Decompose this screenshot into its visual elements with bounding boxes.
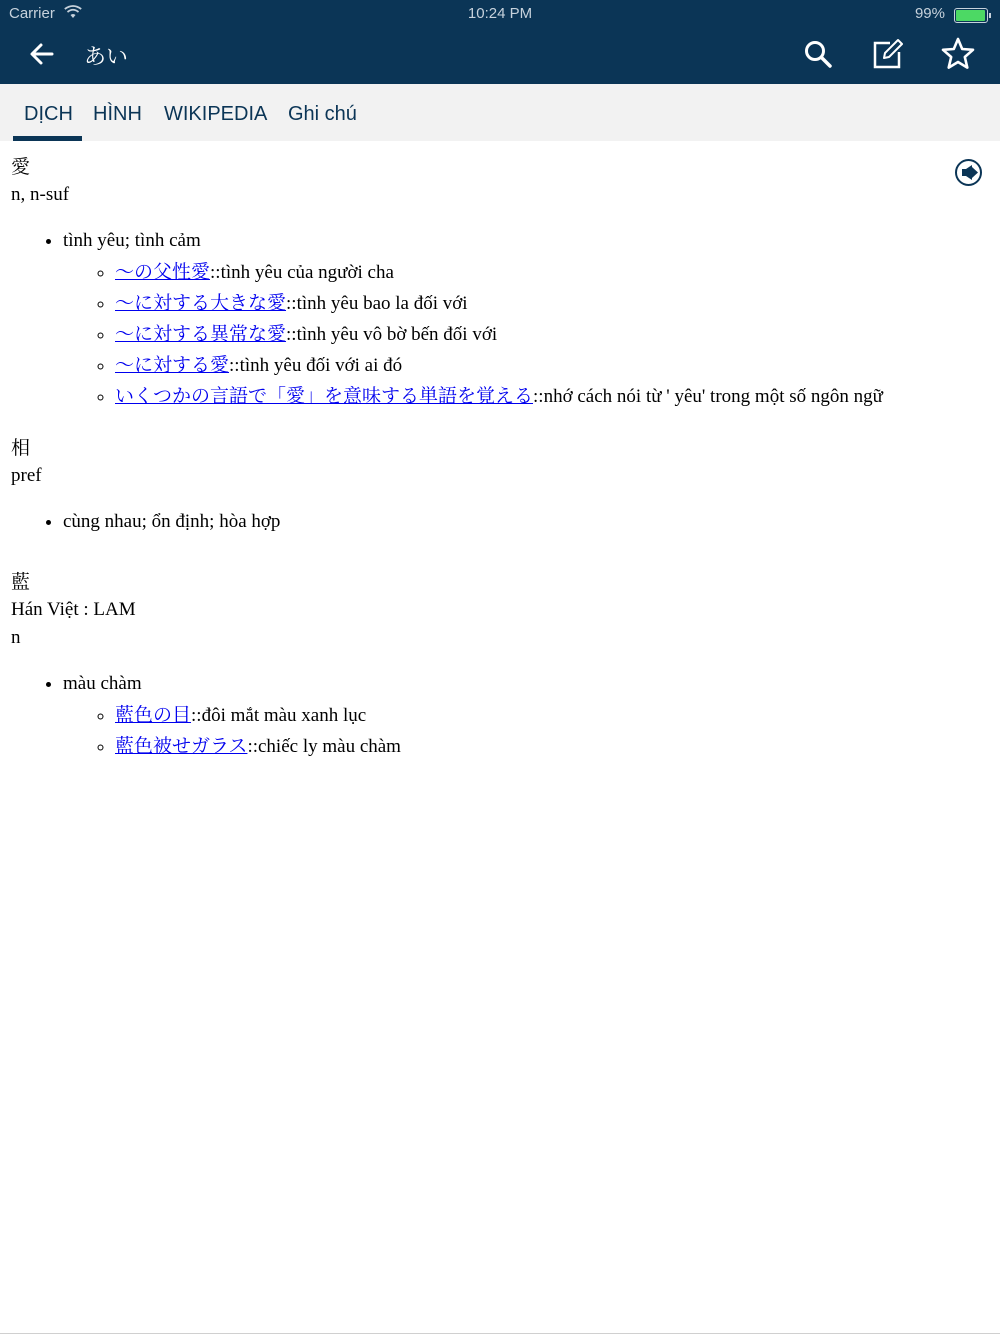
page-title: あい: [84, 45, 129, 70]
meaning-item: [63, 670, 991, 762]
back-arrow-icon[interactable]: [26, 38, 58, 70]
entry: [11, 548, 991, 762]
example-list: [63, 257, 991, 412]
meaning-list: [11, 508, 991, 536]
meaning-list: [11, 670, 991, 762]
part-of-speech: n: [11, 627, 21, 648]
meaning-item: [63, 508, 991, 536]
tab-wikipedia[interactable]: WIKIPEDIA: [164, 103, 268, 125]
dictionary-content: [11, 141, 991, 774]
example-meaning: ::tình yêu vô bờ bến đối với: [286, 324, 498, 345]
example-link[interactable]: 藍色の目: [115, 704, 192, 726]
tab-dich[interactable]: DỊCH: [24, 103, 73, 125]
carrier-label: Carrier: [9, 5, 55, 22]
example-item: [115, 319, 991, 350]
example-link[interactable]: いくつかの言語で「愛」を意味する単語を覚える: [115, 385, 534, 407]
tab-ghi-chu[interactable]: Ghi chú: [288, 103, 357, 125]
example-meaning: ::tình yêu của người cha: [210, 262, 394, 283]
entry-kanji: 相: [11, 437, 31, 459]
meaning-item: [63, 227, 991, 412]
example-meaning: ::nhớ cách nói từ ' yêu' trong một số ngôn ngữ: [533, 386, 883, 407]
example-link[interactable]: ～に対する大きな愛: [115, 292, 287, 314]
example-link[interactable]: ～に対する愛: [115, 354, 230, 376]
top-bar: [0, 0, 1000, 84]
example-list: [63, 700, 991, 762]
battery-percent: 99%: [914, 5, 945, 22]
search-icon[interactable]: [800, 36, 836, 72]
han-viet-reading: Hán Việt : LAM: [11, 599, 136, 620]
part-of-speech: n, n-suf: [11, 184, 70, 205]
example-link[interactable]: ～の父性愛: [115, 261, 211, 283]
app-bar: [0, 28, 1000, 84]
part-of-speech: pref: [11, 465, 42, 486]
example-meaning: ::chiếc ly màu chàm: [247, 736, 401, 757]
entry-kanji: 愛: [11, 156, 31, 178]
example-item: [115, 257, 991, 288]
meaning-text: tình yêu; tình cảm: [63, 230, 201, 251]
example-link[interactable]: ～に対する異常な愛: [115, 323, 287, 345]
example-item: [115, 700, 991, 731]
meaning-text: cùng nhau; ổn định; hòa hợp: [63, 511, 281, 532]
meaning-text: màu chàm: [63, 673, 142, 694]
edit-icon[interactable]: [870, 36, 906, 72]
example-meaning: ::tình yêu đối với ai đó: [229, 355, 403, 376]
meaning-list: [11, 227, 991, 412]
example-item: [115, 288, 991, 319]
clock: 10:24 PM: [467, 5, 533, 22]
entry: [11, 141, 991, 412]
star-icon[interactable]: [940, 36, 976, 72]
tab-bar: [0, 84, 1000, 141]
example-item: [115, 350, 991, 381]
tab-hinh[interactable]: HÌNH: [93, 103, 142, 125]
example-meaning: ::đôi mắt màu xanh lục: [191, 705, 367, 726]
example-item: [115, 731, 991, 762]
battery-icon: [954, 8, 988, 23]
entry-kanji: 藍: [11, 571, 31, 593]
example-meaning: ::tình yêu bao la đối với: [286, 293, 468, 314]
example-item: [115, 381, 991, 412]
status-bar: [0, 0, 1000, 28]
example-link[interactable]: 藍色被せガラス: [115, 735, 248, 757]
entry: [11, 424, 991, 536]
